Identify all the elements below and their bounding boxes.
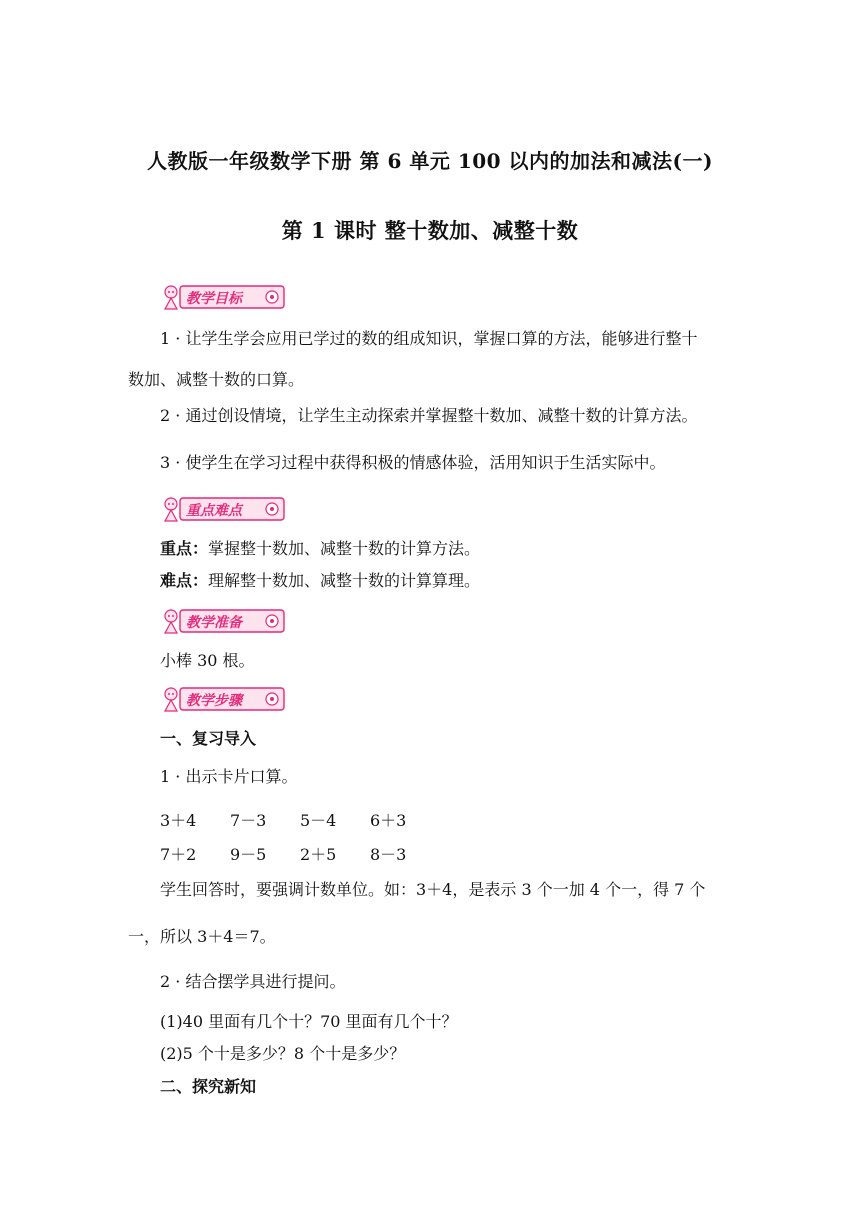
question-2: (2)5 个十是多少？8 个十是多少？ xyxy=(160,1044,406,1063)
math-expression: 9－5 xyxy=(230,845,267,864)
key-point-text: 掌握整十数加、减整十数的计算方法。 xyxy=(208,539,481,558)
difficulty-line xyxy=(160,570,480,592)
math-expression: 7＋2 xyxy=(160,845,197,864)
badge-steps xyxy=(160,684,286,714)
key-point-line xyxy=(160,538,480,560)
question-1: (1)40 里面有几个十？70 里面有几个十？ xyxy=(160,1012,458,1031)
math-row-2 xyxy=(160,842,440,865)
svg-text:重点难点: 重点难点 xyxy=(186,503,242,519)
girl-badge-icon xyxy=(160,606,286,636)
document-title: 人教版一年级数学下册 第 6 单元 100 以内的加法和减法(一) xyxy=(147,149,713,173)
note-line-2: 一，所以 3＋4＝7。 xyxy=(128,927,276,946)
girl-badge-icon xyxy=(160,684,286,714)
math-expression: 8－3 xyxy=(370,845,407,864)
note-line-1: 学生回答时，要强调计数单位。如：3＋4，是表示 3 个一加 4 个一，得 7 个 xyxy=(160,880,706,899)
goal-1-line-1: 1 · 让学生学会应用已学过的数的组成知识，掌握口算的方法，能够进行整十 xyxy=(160,329,698,348)
svg-text:教学目标: 教学目标 xyxy=(186,291,242,307)
step-item-1: 1 · 出示卡片口算。 xyxy=(160,767,298,786)
badge-goals xyxy=(160,282,286,312)
math-expression: 5－4 xyxy=(300,811,337,830)
svg-text:教学步骤: 教学步骤 xyxy=(186,693,242,709)
girl-badge-icon xyxy=(160,282,286,312)
math-row-1 xyxy=(160,808,440,831)
prep-text: 小棒 30 根。 xyxy=(160,651,255,670)
goal-3: 3 · 使学生在学习过程中获得积极的情感体验，活用知识于生活实际中。 xyxy=(160,453,666,472)
lesson-title: 第 1 课时 整十数加、减整十数 xyxy=(281,218,579,243)
step-item-2: 2 · 结合摆学具进行提问。 xyxy=(160,972,346,991)
difficulty-label: 难点： xyxy=(160,571,209,590)
key-point-label: 重点： xyxy=(160,539,209,558)
girl-badge-icon xyxy=(160,494,286,524)
goal-2: 2 · 通过创设情境，让学生主动探索并掌握整十数加、减整十数的计算方法。 xyxy=(160,406,698,425)
math-expression: 2＋5 xyxy=(300,845,337,864)
badge-keypoints xyxy=(160,494,286,524)
goal-1-line-2: 数加、减整十数的口算。 xyxy=(128,370,305,389)
math-expression: 7－3 xyxy=(230,811,267,830)
difficulty-text: 理解整十数加、减整十数的计算算理。 xyxy=(208,571,481,590)
math-expression: 3＋4 xyxy=(160,811,197,830)
section-heading-review: 一、复习导入 xyxy=(160,729,257,748)
math-expression: 6＋3 xyxy=(370,811,407,830)
badge-prep xyxy=(160,606,286,636)
svg-text:教学准备: 教学准备 xyxy=(186,615,242,631)
section-heading-explore: 二、探究新知 xyxy=(160,1077,257,1096)
